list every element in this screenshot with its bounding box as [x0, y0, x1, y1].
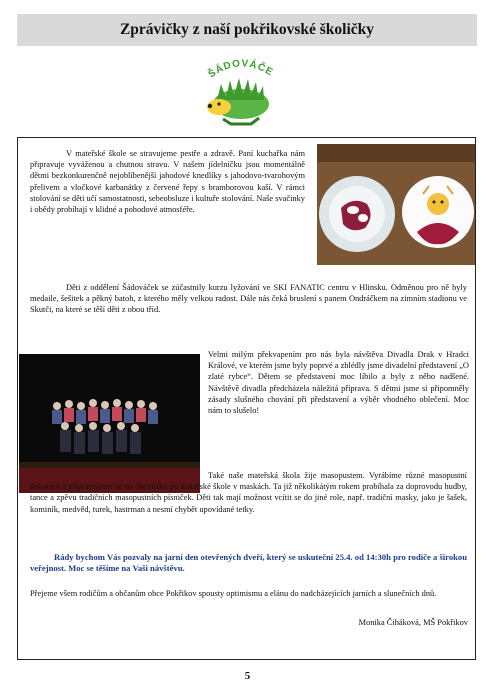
title-bar: [17, 14, 477, 46]
logo-text: ŠÁDOVÁČE: [206, 58, 276, 81]
theatre-paragraph: Velmi milým překvapením pro nás byla návštěva Divadla Drak v Hradci Králové, ve kterém jsme byly poprvé a zhlédly jsme divadelní představení „O zlaté rybce“. Dětem se představení moc líbilo a byly z něho nadšené. Návštěvě divadla předcházela náležitá příprava. S dětmi jsme si připomněly zásady slušného chování při představení a výběr vhodného oblečení. Moc nám to slušelo!: [208, 350, 469, 416]
wishes-paragraph: Přejeme všem rodičům a občanům obce Pokřikov spousty optimismu a elánu do nadcházejících jarních a slunečních dnů.: [30, 589, 437, 598]
page-title: Zprávičky z naší pokřikovské školičky: [119, 21, 375, 38]
svg-text:ŠÁDOVÁČEK: [197, 52, 275, 80]
signature: Monika Čiháková, MŠ Pokřikov: [358, 618, 468, 627]
ski-paragraph: Děti z oddělení Šádováček se zúčastnily kurzu lyžování ve SKI FANATIC centru v Hlinsku. Odměnou pro ně byly medaile, šešitek a pěkný batoh, z kterého měly velkou radost. Dále nás čeká bruslení s panem Ondráčkem na zimním stadionu ve Skutči, na které se těší děti z obou tříd.: [30, 283, 467, 315]
carnival-paragraph: Také naše mateřská škola žije masopustem. Vyrábíme různé masopustní dekorace a připravujeme se na obchůzku po mateřské škole v maskách. Ta již několikátým rokem probíhala za doprovodu hudby, tance a zpěvu tradičních masopustních písniček. Děti tak mají možnost vcítit se do jiné role, např. tradiční masky, jako je šašek, kominík, medvěd, turek, hastrman a nesmí chybět upovídané tetky.: [30, 471, 467, 514]
food-photo: [317, 144, 475, 265]
sadovacek-logo: [197, 52, 283, 134]
meals-paragraph: V mateřské škole se stravujeme pestře a zdravě. Paní kuchařka nám připravuje vyváženou a chutnou stravu. V našem jídelníčku jsou momentálně dětmi bezkonkurenčně nejoblíbenější jahodové knedlíky s jahodovo-tvarohovým přelivem a vločkové karbanátky z červené řepy s bramborovou kaší. V rámci stolování se děti učí samostatnosti, sebeobsluze i kultuře stolování. Naše svačinky i obědy probíhají v klidné a pohodové atmosféře.: [30, 149, 305, 215]
page-number: 5: [244, 670, 251, 682]
open-day-invitation: Rády bychom Vás pozvaly na jarní den otevřených dveří, který se uskuteční 25.4. od 14:30h pro rodiče a širokou veřejnost. Moc se těšíme na Vaši návštěvu.: [30, 552, 467, 574]
